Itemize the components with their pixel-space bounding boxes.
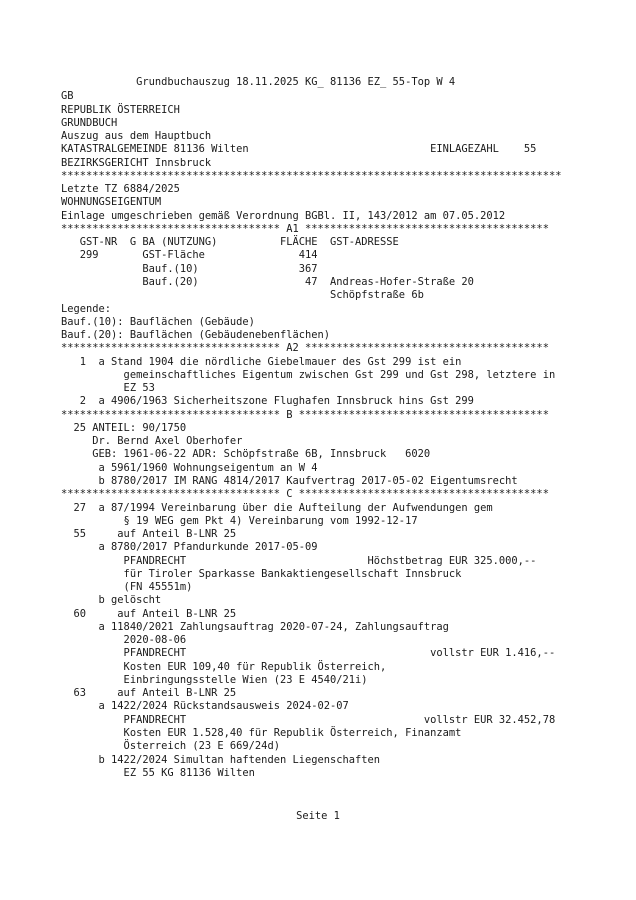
c-entry-line: 27 a 87/1994 Vereinbarung über die Aufteilung der Aufwendungen gem [61,501,493,514]
header-rule: ******************************************************************************** [61,169,562,182]
a1-table-header: GST-NR G BA (NUTZUNG) FLÄCHE GST-ADRESSE [61,236,399,249]
c-entry-line: § 19 WEG gem Pkt 4) Vereinbarung vom 1992-12-17 [61,514,418,527]
c-entry-line: a 8780/2017 Pfandurkunde 2017-05-09 [61,541,318,554]
c-entry-line: PFANDRECHT vollstr EUR 1.416,-- [61,647,556,660]
section-c [61,488,581,780]
c-entry-line: b gelöscht [61,594,162,607]
c-entry-line: 60 auf Anteil B-LNR 25 [61,607,237,620]
a1-table-row: 299 GST-Fläche 414 [61,249,318,262]
a2-entry-line: gemeinschaftliches Eigentum zwischen Gst 299 und Gst 298, letztere in [61,368,556,381]
legend-item: Bauf.(20): Bauflächen (Gebäudenebenflächen) [61,329,330,342]
header-line-katastralgemeinde: KATASTRALGEMEINDE 81136 Wilten EINLAGEZAHL 55 [61,143,537,156]
c-entry-line: PFANDRECHT Höchstbetrag EUR 325.000,-- [61,554,537,567]
info-line-umgeschrieben: Einlage umgeschrieben gemäß Verordnung BGBl. II, 143/2012 am 07.05.2012 [61,209,506,222]
c-entry-line: 55 auf Anteil B-LNR 25 [61,528,237,541]
document-title: Grundbuchauszug 18.11.2025 KG_ 81136 EZ_ 55-Top W 4 [61,76,456,88]
section-b-rule: *********************************** B **************************************** [61,408,549,421]
section-c-rule: *********************************** C **************************************** [61,488,549,501]
c-entry-line: 2020-08-06 [61,634,187,647]
header-line-auszug: Auszug aus dem Hauptbuch [61,130,212,143]
a1-table-row: Schöpfstraße 6b [61,289,424,302]
c-entry-line: EZ 55 KG 81136 Wilten [61,766,255,779]
c-entry-line: 63 auf Anteil B-LNR 25 [61,687,237,700]
b-entry-line: a 5961/1960 Wohnungseigentum an W 4 [61,461,318,474]
b-entry-line: 25 ANTEIL: 90/1750 [61,421,187,434]
b-entry-line: GEB: 1961-06-22 ADR: Schöpfstraße 6B, Innsbruck 6020 [61,448,431,461]
header-block [61,90,581,183]
c-entry-line: Österreich (23 E 669/24d) [61,740,280,753]
a2-entry-line: EZ 53 [61,382,155,395]
c-entry-line: a 11840/2021 Zahlungsauftrag 2020-07-24, Zahlungsauftrag [61,620,449,633]
a2-entry-line: 2 a 4906/1963 Sicherheitszone Flughafen Innsbruck hins Gst 299 [61,395,474,408]
c-entry-line: Kosten EUR 109,40 für Republik Österreich, [61,660,387,673]
legend-item: Bauf.(10): Bauflächen (Gebäude) [61,315,255,328]
page-number: Seite 1 [296,810,340,822]
legend-heading: Legende: [61,302,112,315]
b-entry-line: Dr. Bernd Axel Oberhofer [61,435,243,448]
a2-entry-line: 1 a Stand 1904 die nördliche Giebelmauer des Gst 299 ist ein [61,355,462,368]
info-line-letzte-tz: Letzte TZ 6884/2025 [61,183,180,196]
section-a2-rule: *********************************** A2 *************************************** [61,342,549,355]
header-line-grundbuch: GRUNDBUCH [61,116,118,129]
c-entry-line: PFANDRECHT vollstr EUR 32.452,78 [61,713,556,726]
c-entry-line: Kosten EUR 1.528,40 für Republik Österreich, Finanzamt [61,727,462,740]
a1-table-row: Bauf.(20) 47 Andreas-Hofer-Straße 20 [61,275,474,288]
c-entry-line: für Tiroler Sparkasse Bankaktiengesellschaft Innsbruck [61,567,462,580]
c-entry-line: Einbringungsstelle Wien (23 E 4540/21i) [61,673,368,686]
section-b [61,409,581,489]
b-entry-line: b 8780/2017 IM RANG 4814/2017 Kaufvertrag 2017-05-02 Eigentumsrecht [61,474,518,487]
c-entry-line: (FN 45551m) [61,581,193,594]
section-a1-rule: *********************************** A1 *************************************** [61,222,549,235]
c-entry-line: b 1422/2024 Simultan haftenden Liegenschaften [61,753,381,766]
section-a1 [61,223,581,342]
a1-table-row: Bauf.(10) 367 [61,262,318,275]
header-line-republik: REPUBLIK ÖSTERREICH [61,103,180,116]
header-line-gb: GB [61,90,74,103]
info-line-wohnungseigentum: WOHNUNGSEIGENTUM [61,196,162,209]
info-block [61,183,581,223]
section-a2 [61,342,581,408]
grundbuch-extract-page [61,76,581,780]
header-line-bezirksgericht: BEZIRKSGERICHT Innsbruck [61,156,212,169]
c-entry-line: a 1422/2024 Rückstandsausweis 2024-02-07 [61,700,349,713]
